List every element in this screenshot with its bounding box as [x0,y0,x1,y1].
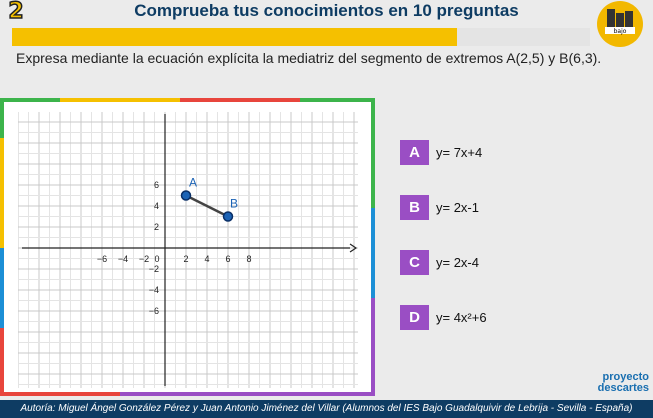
point-a[interactable] [182,191,191,200]
graph-axes [22,114,356,386]
logo-building-icon [597,1,643,47]
graph-grid [18,112,358,388]
x-tick-label: 8 [246,254,252,264]
option-c-letter: C [400,250,429,275]
x-tick-label: 0 [154,254,160,264]
option-c-button[interactable] [400,250,630,275]
y-tick-label: 6 [153,180,159,190]
progress-bar [12,28,590,46]
option-d-text: y= 4x²+6 [436,310,487,325]
option-d-letter: D [400,305,429,330]
y-tick-label: −4 [148,285,159,295]
point-a-label: A [189,175,198,190]
option-b-text: y= 2x-1 [436,200,479,215]
option-b-letter: B [400,195,429,220]
page-title: Comprueba tus conocimientos en 10 preguntas [134,1,519,20]
brand-logo [598,372,649,394]
logo-text: bajo [613,28,627,35]
brand-line-2: descartes [597,382,649,394]
point-b[interactable] [224,212,233,221]
x-tick-label: 6 [225,254,231,264]
question-text: Expresa mediante la ecuación explícita la mediatriz del segmento de extremos A(2,5) y B(6,3). [16,50,602,66]
point-b-label: B [230,196,239,211]
x-tick-label: 2 [183,254,189,264]
y-tick-label: 4 [153,201,159,211]
option-b-button[interactable] [400,195,630,220]
x-tick-label: 4 [204,254,210,264]
option-c-text: y= 2x-4 [436,255,479,270]
y-tick-label: −6 [148,306,159,316]
option-a-text: y= 7x+4 [436,145,483,160]
x-tick-label: −4 [117,254,129,264]
x-tick-label: −6 [96,254,108,264]
brand-line-1: proyecto [602,371,649,383]
footer-credits: Autoría: Miguel Ángel González Pérez y Juan Antonio Jiménez del Villar (Alumnos del IES Bajo Guadalquivir de Lebrija - Sevilla - España) [0,400,653,418]
question-number-badge: 2 [8,0,24,24]
y-tick-label: 2 [153,222,159,232]
coordinate-graph[interactable] [18,112,358,388]
option-a-letter: A [400,140,429,165]
y-tick-label: −2 [148,264,159,274]
option-d-button[interactable] [400,305,630,330]
progress-fill [12,28,457,46]
school-logo [597,1,643,47]
x-tick-label: −2 [138,254,150,264]
option-a-button[interactable] [400,140,630,165]
